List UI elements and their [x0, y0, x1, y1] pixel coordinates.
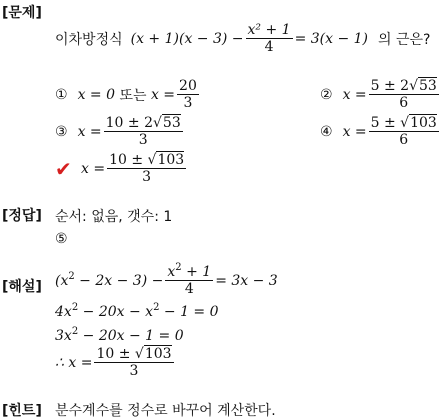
hint-label: [힌트] — [2, 403, 42, 419]
problem-frac-num: x² + 1 — [247, 22, 291, 38]
option-3-number: ③ — [55, 123, 68, 140]
solution-label: [해설] — [2, 279, 42, 295]
solution-step-3: $3x^2 - 20x - 1 = 0$ — [55, 326, 184, 344]
problem-label: [문제] — [2, 5, 42, 21]
solution-step-1: $(x^2 - 2x - 3)$ − $\frac{x^2 + 1}{4}$ = 3x − 3 — [55, 262, 278, 297]
option-2[interactable]: ② x = $\frac{5 \pm 2√53}{6}$ — [320, 78, 437, 111]
problem-fraction — [246, 22, 293, 55]
problem-statement — [55, 22, 430, 55]
hint-text: 분수계수를 정수로 바꾸어 계산한다. — [55, 403, 276, 419]
problem-prefix: 이차방정식 — [55, 31, 123, 48]
problem-equation-rhs: = 3(x − 1) — [294, 30, 369, 47]
solution-step-2: $4x^2 - 20x - x^2 - 1 = 0$ — [55, 302, 219, 320]
option-1[interactable]: ① x = 0 또는 x = $\frac{20}{3}$ — [55, 78, 197, 111]
answer-line: 순서: 없음, 갯수: 1 — [55, 209, 173, 225]
problem-frac-den: 4 — [264, 39, 274, 55]
option-4[interactable]: ④ x = $\frac{5 \pm √103}{6}$ — [320, 115, 437, 148]
option-2-number: ② — [320, 86, 333, 103]
answer-label: [정답] — [2, 208, 42, 224]
solution-step-4: ∴ x = $\frac{10 \pm √103}{3}$ — [55, 346, 172, 379]
option-5[interactable]: ✔ x = $\frac{10 \pm √103}{3}$ — [55, 152, 185, 185]
option-4-number: ④ — [320, 123, 333, 140]
red-check-icon: ✔ — [55, 156, 72, 181]
answer-choice: ⑤ — [55, 231, 68, 247]
option-1-number: ① — [55, 86, 68, 103]
problem-suffix: 의 근은? — [378, 31, 431, 48]
problem-equation-lhs: (x + 1)(x − 3) − — [130, 30, 244, 47]
option-3[interactable]: ③ x = $\frac{10 \pm 2√53}{3}$ — [55, 115, 181, 148]
